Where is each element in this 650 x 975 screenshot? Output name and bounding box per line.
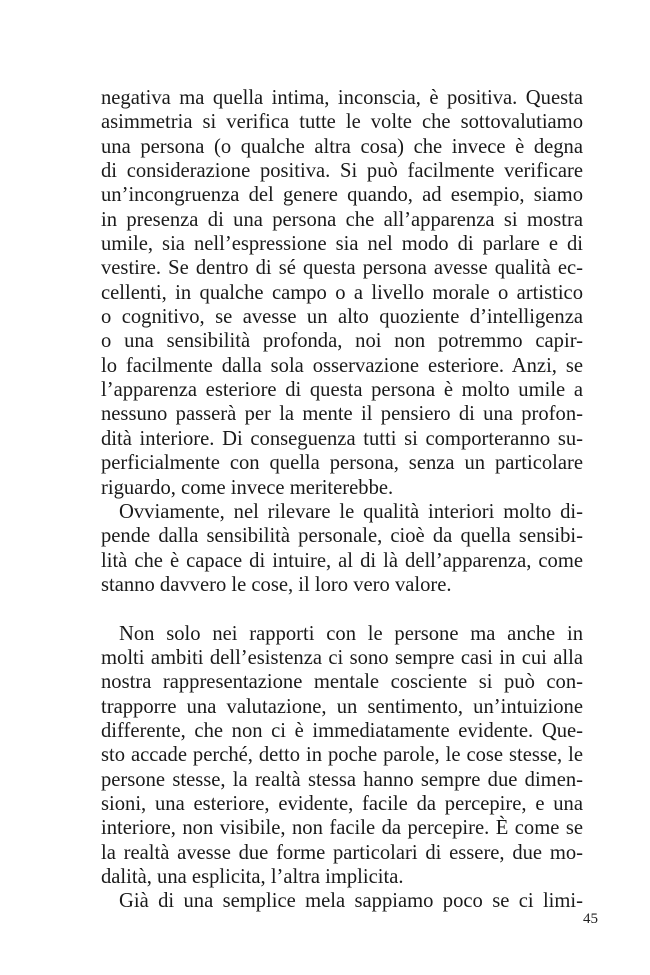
paragraph [101,889,583,913]
paragraph [101,86,583,500]
text-line: o una sensibilità profonda, noi non potremmo capir- [101,330,583,353]
text-line: di considerazione positiva. Si può facilmente verificare [101,160,583,183]
text-line: trapporre una valutazione, un sentimento, un’intuizione [101,695,583,718]
text-line: molti ambiti dell’esistenza ci sono sempre casi in cui alla [101,646,583,669]
text-line: Già di una semplice mela sappiamo poco se ci limi- [119,890,583,913]
text-line: vestire. Se dentro di sé questa persona avesse qualità ec- [101,257,583,280]
text-line: negativa ma quella intima, inconscia, è positiva. Questa [101,87,583,109]
text-line: riguardo, come invece meriterebbe. [101,476,394,499]
body-text [101,86,583,914]
text-line: stanno davvero le cose, il loro vero valore. [101,573,452,596]
text-line: cellenti, in qualche campo o a livello morale o artistico [101,281,583,304]
text-line: una persona (o qualche altra cosa) che invece è degna [101,135,583,158]
text-line: in presenza di una persona che all’apparenza si mostra [101,208,583,231]
text-line: lo facilmente dalla sola osservazione esteriore. Anzi, se [101,354,583,377]
paragraph-gap [101,597,583,621]
text-line: interiore, non visibile, non facile da percepire. È come se [101,817,583,840]
text-line: dità interiore. Di conseguenza tutti si comporteranno su- [101,427,583,450]
text-line: nessuno passerà per la mente il pensiero di una profon- [101,403,583,426]
text-line: perficialmente con quella persona, senza un particolare [101,452,583,475]
text-line: pende dalla sensibilità personale, cioè da quella sensibi- [101,525,583,548]
text-line: o cognitivo, se avesse un alto quoziente d’intelligenza [101,306,583,329]
page-number: 45 [583,911,598,927]
paragraph [101,622,583,890]
text-line: dalità, una esplicita, l’altra implicita. [101,866,404,888]
text-line: umile, sia nell’espressione sia nel modo di parlare e di [101,233,583,256]
text-line: un’incongruenza del genere quando, ad esempio, siamo [101,184,583,207]
text-line: differente, che non ci è immediatamente evidente. Que- [101,719,583,742]
text-line: persone stesse, la realtà stessa hanno sempre due dimen- [101,768,583,791]
text-line: sioni, una esteriore, evidente, facile da percepire, e una [101,792,583,815]
text-line: lità che è capace di intuire, al di là dell’apparenza, come [101,549,583,572]
text-line: la realtà avesse due forme particolari di essere, due mo- [101,841,583,864]
text-line: asimmetria si verifica tutte le volte che sottovalutiamo [101,111,583,134]
text-line: Ovviamente, nel rilevare le qualità interiori molto di- [119,500,583,523]
text-line: Non solo nei rapporti con le persone ma anche in [119,622,583,645]
text-line: l’apparenza esteriore di questa persona è molto umile a [101,379,583,402]
text-line: nostra rappresentazione mentale cosciente si può con- [101,671,583,694]
paragraph [101,500,583,597]
text-line: sto accade perché, detto in poche parole, le cose stesse, le [101,744,583,767]
